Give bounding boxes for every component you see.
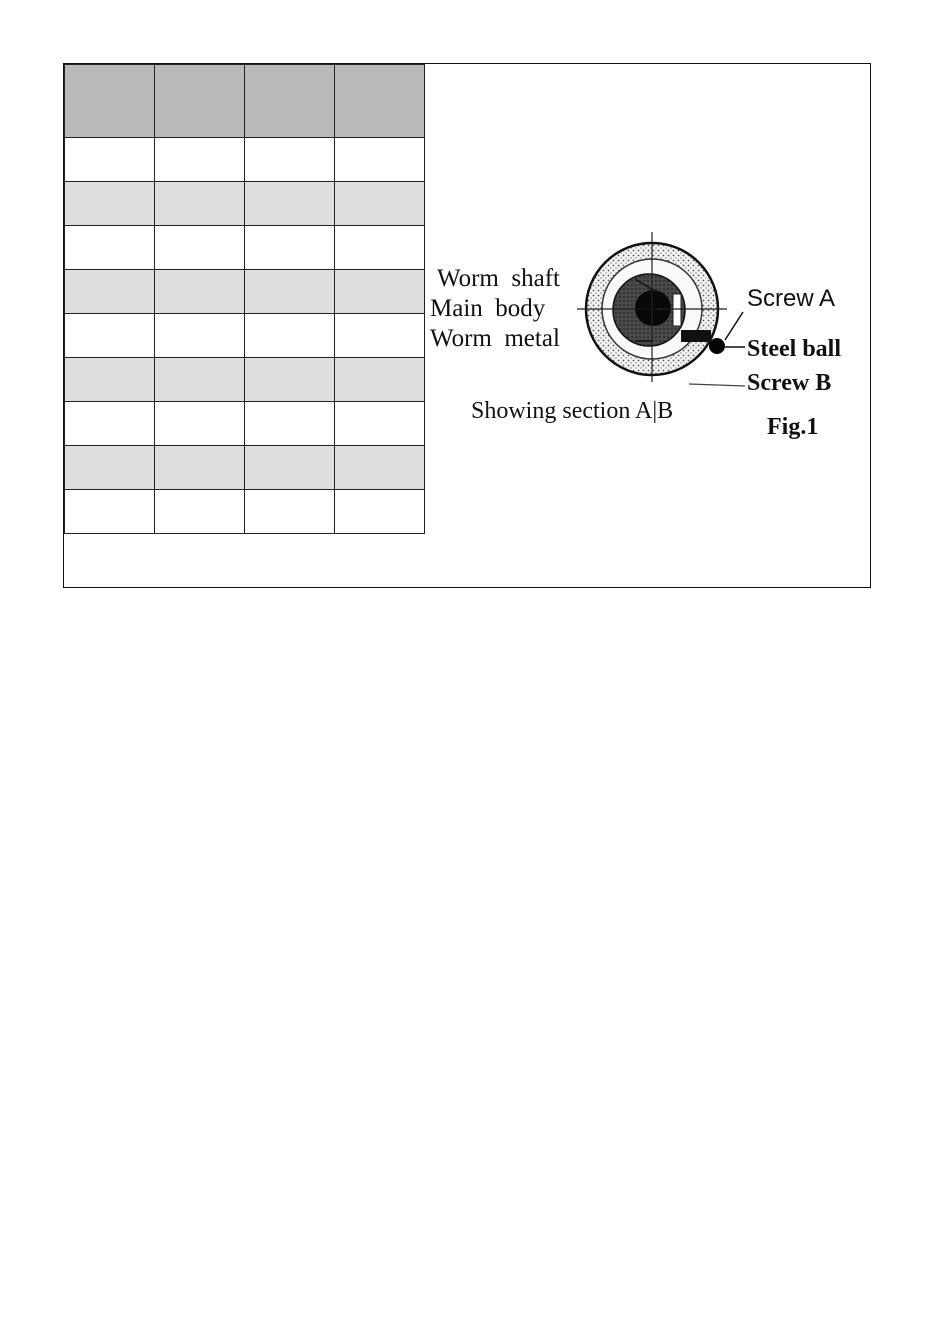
table-header-cell	[155, 65, 245, 138]
table-cell	[245, 402, 335, 446]
table-cell	[155, 314, 245, 358]
table-cell	[155, 490, 245, 534]
label-worm-shaft: Worm shaft	[437, 265, 560, 292]
table-row	[65, 182, 425, 226]
table-header-cell	[335, 65, 425, 138]
table-row	[65, 446, 425, 490]
table-row	[65, 358, 425, 402]
table-cell	[245, 226, 335, 270]
table-row	[65, 314, 425, 358]
table-row	[65, 226, 425, 270]
table-cell	[335, 226, 425, 270]
worm-shaft-core	[635, 290, 671, 326]
table-cell	[245, 314, 335, 358]
table-cell	[245, 490, 335, 534]
cross-section-diagram	[427, 64, 870, 587]
table-row	[65, 270, 425, 314]
table-cell	[335, 446, 425, 490]
table-cell	[335, 182, 425, 226]
table-cell	[245, 270, 335, 314]
table-cell	[335, 270, 425, 314]
table-cell	[335, 138, 425, 182]
table-cell	[155, 402, 245, 446]
table-cell	[155, 182, 245, 226]
label-screw-b: Screw B	[747, 370, 832, 396]
label-steel-ball: Steel ball	[747, 336, 841, 362]
screw-a-body	[681, 330, 711, 342]
table-cell	[155, 138, 245, 182]
table-row	[65, 402, 425, 446]
table-cell	[65, 358, 155, 402]
table-cell	[335, 402, 425, 446]
table-cell	[335, 490, 425, 534]
table-cell	[65, 138, 155, 182]
label-section: Showing section A|B	[471, 398, 674, 424]
steel-ball-shape	[709, 338, 725, 354]
label-main-body: Main body	[430, 295, 546, 322]
leader-screw-b	[689, 384, 745, 386]
blank-table	[64, 64, 425, 534]
keyway-slot	[673, 294, 681, 326]
table-cell	[155, 270, 245, 314]
table-cell	[155, 446, 245, 490]
table-cell	[65, 314, 155, 358]
table-cell	[155, 226, 245, 270]
label-screw-a: Screw A	[747, 285, 836, 312]
table-cell	[65, 402, 155, 446]
table-header-cell	[65, 65, 155, 138]
table-cell	[65, 446, 155, 490]
figure-frame	[63, 63, 871, 588]
table-cell	[155, 358, 245, 402]
table-row	[65, 490, 425, 534]
table-cell	[65, 226, 155, 270]
leader-screw-a	[725, 312, 743, 340]
table-header-cell	[245, 65, 335, 138]
table-cell	[65, 490, 155, 534]
table-header-row	[65, 65, 425, 138]
table-cell	[245, 138, 335, 182]
table-cell	[65, 182, 155, 226]
label-worm-metal: Worm metal	[430, 325, 560, 352]
table-row	[65, 138, 425, 182]
figure-caption: Fig.1	[767, 414, 819, 440]
table-cell	[245, 182, 335, 226]
table-cell	[65, 270, 155, 314]
table-cell	[335, 358, 425, 402]
table-cell	[245, 446, 335, 490]
table-cell	[335, 314, 425, 358]
table-cell	[245, 358, 335, 402]
